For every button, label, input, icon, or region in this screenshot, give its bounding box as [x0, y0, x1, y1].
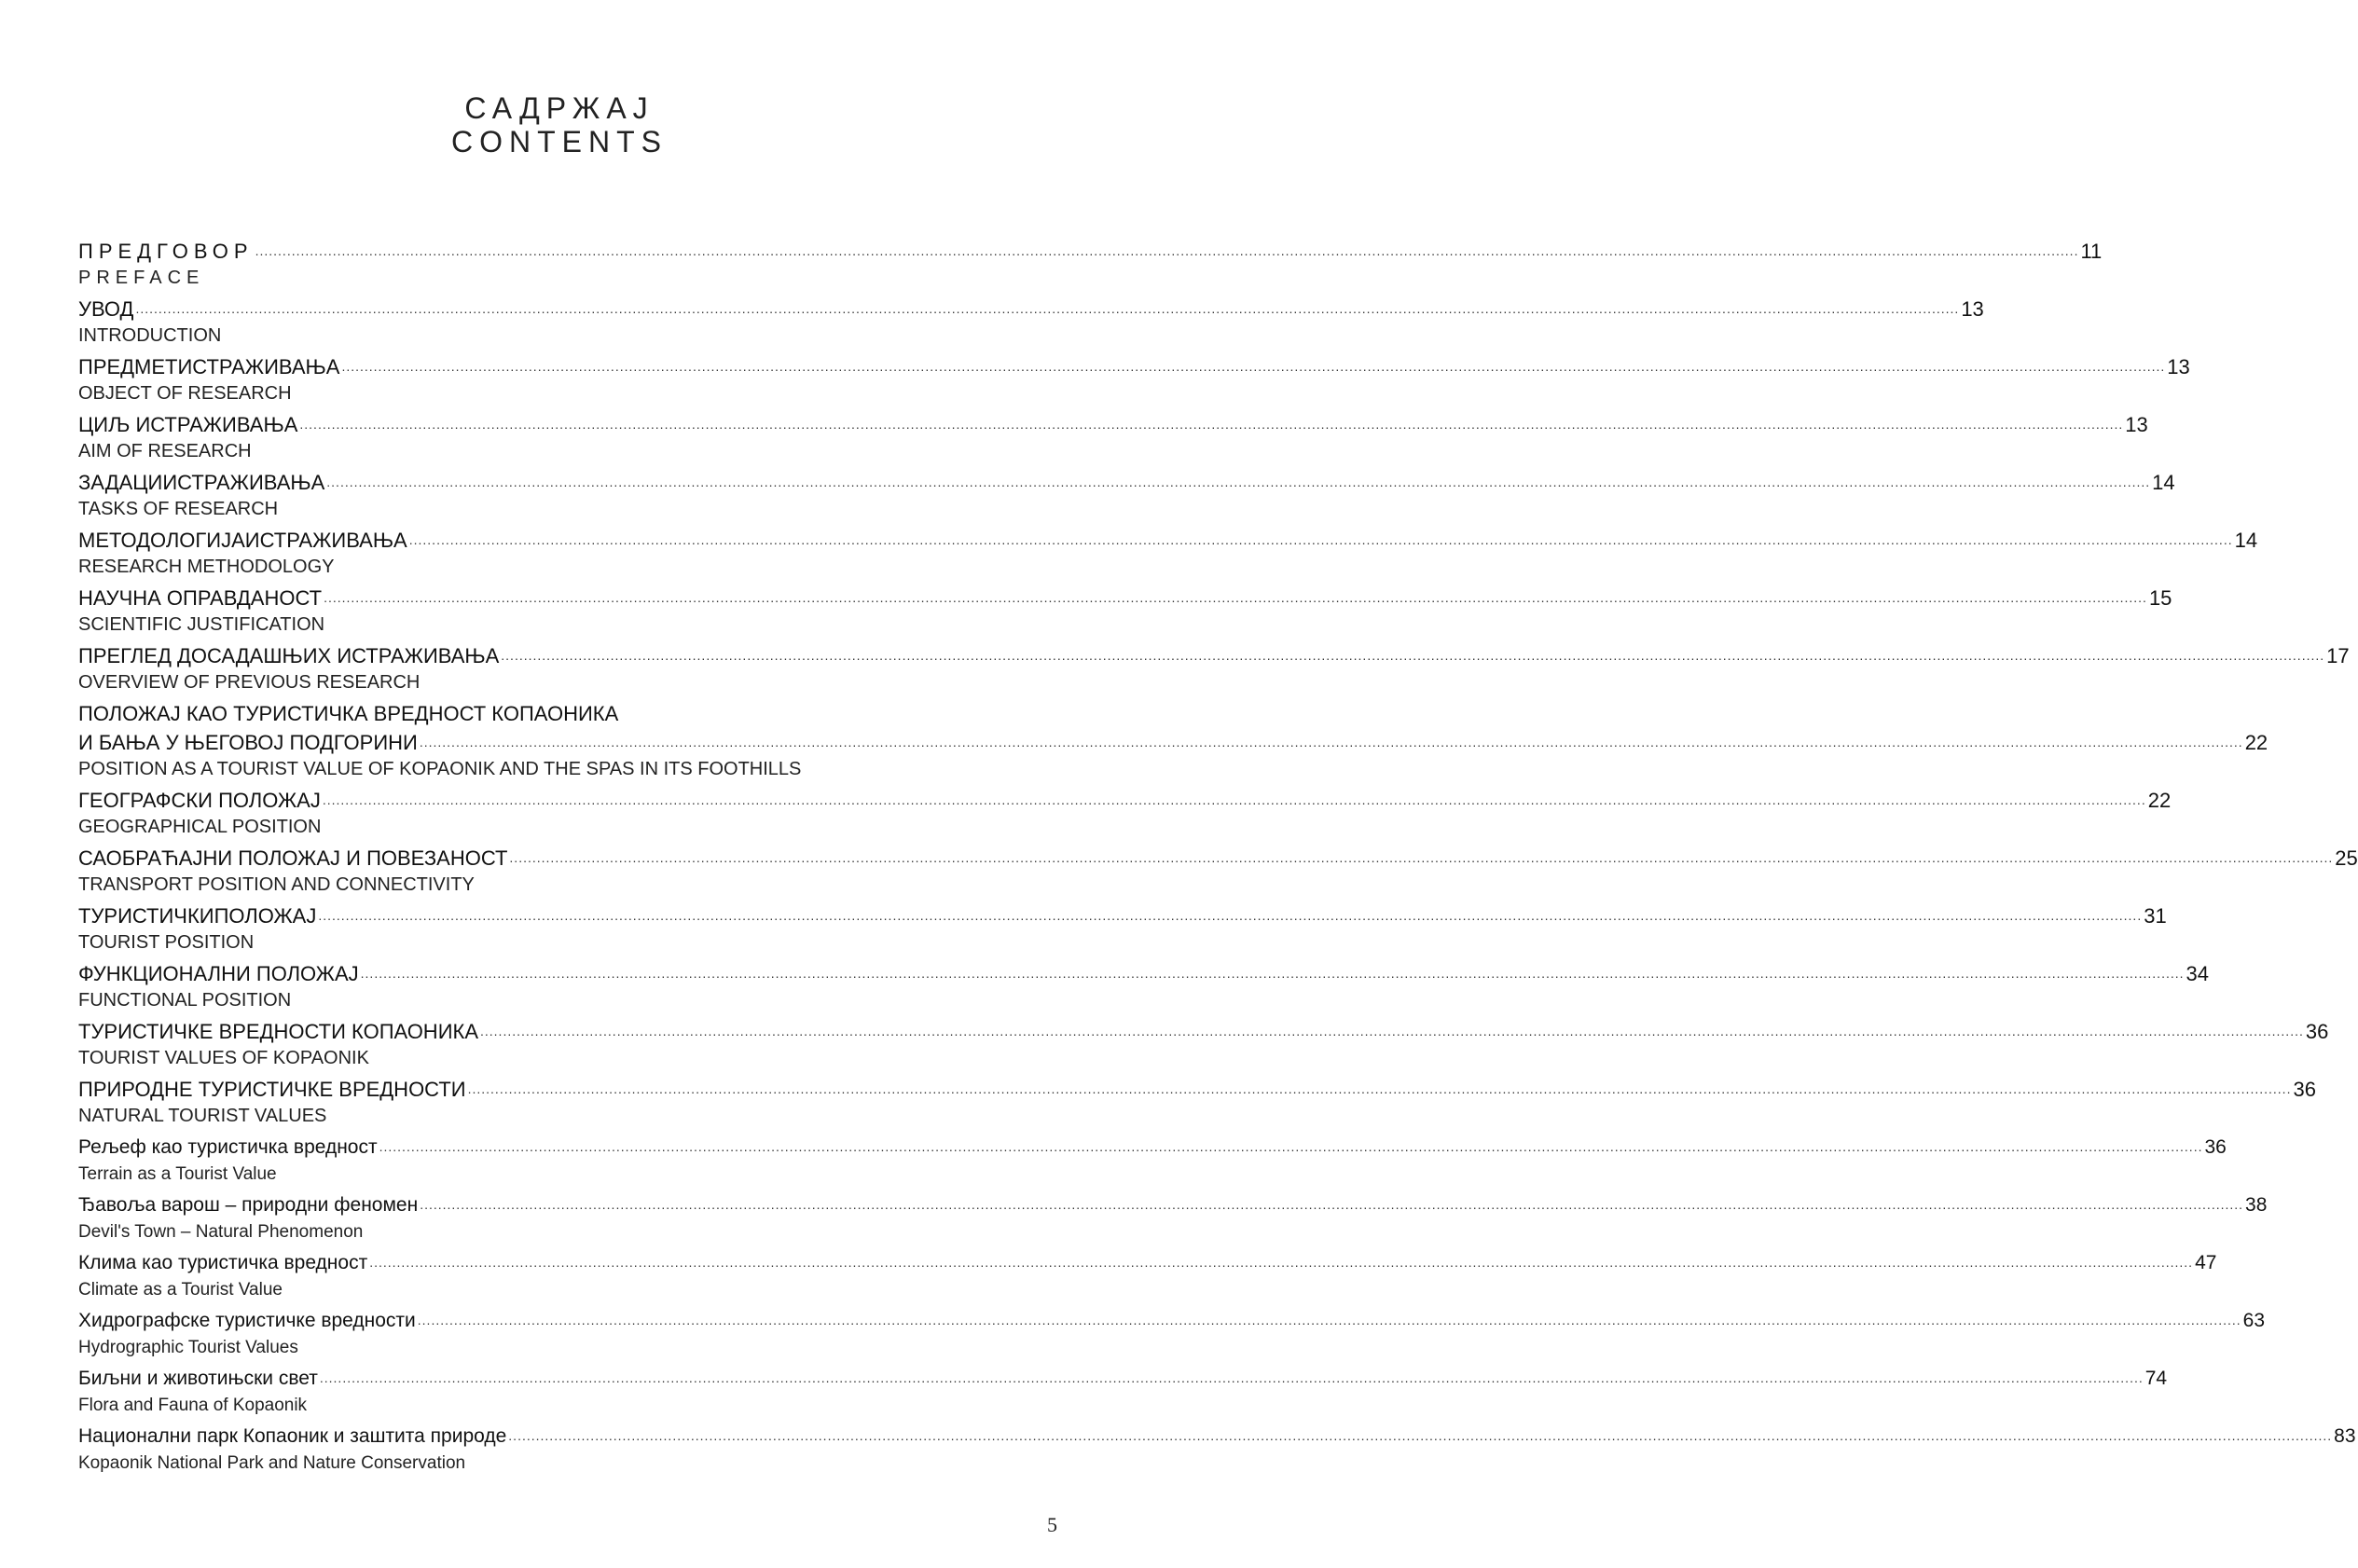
toc-entry-translation: Devil's Town – Natural Phenomenon: [78, 1222, 364, 1242]
toc-entry-title: ЦИЉ ИСТРАЖИВАЊА: [78, 413, 298, 436]
toc-entry-translation: Flora and Fauna of Kopaonik: [78, 1396, 308, 1415]
toc-page-number: 14: [2152, 471, 2175, 494]
toc-entry-translation: PREFACE: [78, 268, 205, 288]
toc-page-number: 38: [2245, 1194, 2268, 1216]
dot-leader: ................................................................................................................................................................................................................................................................................................................................................................................................................: [255, 243, 2079, 258]
dot-leader: ................................................................................................................................................................................................................................................................................................................................................................................................................: [408, 532, 2233, 547]
toc-entry: [78, 1131, 2227, 1189]
toc-page-number: 63: [2242, 1310, 2265, 1331]
toc-page-number: 17: [2326, 644, 2350, 667]
toc-entry-translation: TOURIST POSITION: [78, 932, 255, 953]
toc-entry-title: ПРЕГЛЕД ДОСАДАШЊИХ ИСТРАЖИВАЊА: [78, 644, 500, 667]
toc-entry-translation: Hydrographic Tourist Values: [78, 1338, 298, 1357]
toc-entry: [78, 1304, 2265, 1362]
toc-entry-translation: POSITION AS A TOURIST VALUE OF KOPAONIK AND THE SPAS IN ITS FOOTHILLS: [78, 759, 802, 779]
toc-entry-title: И БАЊА У ЊЕГОВОЈ ПОДГОРИНИ: [78, 731, 418, 754]
toc-entry-title: Национални парк Копаоник и заштита природе: [78, 1425, 507, 1447]
toc-entry-translation: Terrain as a Tourist Value: [78, 1164, 277, 1184]
dot-leader: ................................................................................................................................................................................................................................................................................................................................................................................................................: [379, 1139, 2203, 1154]
toc-entry: [78, 524, 2258, 582]
toc-page-number: 15: [2148, 586, 2172, 610]
dot-leader: ................................................................................................................................................................................................................................................................................................................................................................................................................: [299, 417, 2124, 432]
toc-page-number: 13: [1961, 297, 1984, 321]
toc-entry-title: Клима као туристичка вредност: [78, 1252, 368, 1273]
toc-page-number: 14: [2234, 529, 2258, 552]
toc-entry-translation: Climate as a Tourist Value: [78, 1280, 283, 1300]
dot-leader: ................................................................................................................................................................................................................................................................................................................................................................................................................: [480, 1024, 2304, 1038]
toc-entry-translation: SCIENTIFIC JUSTIFICATION: [78, 614, 325, 635]
toc-entry-title: САОБРАЋАЈНИ ПОЛОЖАЈ И ПОВЕЗАНОСТ: [78, 846, 508, 870]
toc-entry-title: ПРИРОДНЕ ТУРИСТИЧКЕ ВРЕДНОСТИ: [78, 1078, 466, 1101]
toc-page-number: 36: [2204, 1136, 2227, 1158]
toc-page-number: 22: [2244, 731, 2268, 754]
dot-leader: ................................................................................................................................................................................................................................................................................................................................................................................................................: [322, 792, 2146, 807]
toc-entry-translation: Kopaonik National Park and Nature Conservation: [78, 1453, 466, 1473]
toc-page-number: 22: [2147, 789, 2172, 812]
title-latin: CONTENTS: [451, 125, 668, 158]
dot-leader: ................................................................................................................................................................................................................................................................................................................................................................................................................: [417, 1313, 2241, 1327]
dot-leader: ................................................................................................................................................................................................................................................................................................................................................................................................................: [508, 1428, 2333, 1443]
toc-page-number: 13: [2167, 355, 2190, 378]
toc-entry: [78, 1073, 2316, 1131]
toc-entry-translation: RESEARCH METHODOLOGY: [78, 557, 335, 577]
toc-entry: [78, 1015, 2329, 1073]
dot-leader: ................................................................................................................................................................................................................................................................................................................................................................................................................: [419, 735, 2243, 750]
toc-page-number: 36: [2305, 1020, 2329, 1043]
toc-entry: [78, 1189, 2268, 1246]
dot-leader: ................................................................................................................................................................................................................................................................................................................................................................................................................: [369, 1255, 2194, 1270]
table-of-contents: [78, 235, 2358, 1478]
toc-entry: [78, 697, 2268, 784]
dot-leader: ................................................................................................................................................................................................................................................................................................................................................................................................................: [326, 475, 2151, 489]
toc-page-number: 31: [2144, 904, 2167, 928]
toc-entry-translation: OVERVIEW OF PREVIOUS RESEARCH: [78, 672, 421, 693]
toc-entry-title: Биљни и животињски свет: [78, 1368, 318, 1389]
dot-leader: ................................................................................................................................................................................................................................................................................................................................................................................................................: [360, 966, 2185, 981]
toc-page-number: 13: [2125, 413, 2148, 436]
toc-entry-translation: TOURIST VALUES OF KOPAONIK: [78, 1048, 369, 1068]
toc-entry-title: ГЕОГРАФСКИ ПОЛОЖАЈ: [78, 789, 321, 812]
dot-leader: ................................................................................................................................................................................................................................................................................................................................................................................................................: [341, 359, 2166, 374]
toc-entry: [78, 582, 2172, 640]
toc-page-number: 34: [2186, 962, 2209, 985]
toc-entry-title: ТУРИСТИЧКЕ ВРЕДНОСТИ КОПАОНИКА: [78, 1020, 478, 1043]
toc-entry-translation: FUNCTIONAL POSITION: [78, 990, 292, 1011]
toc-page-number: 74: [2144, 1368, 2168, 1389]
toc-entry: [78, 1362, 2168, 1420]
toc-entry: [78, 900, 2167, 957]
contents-title: [0, 91, 1119, 158]
toc-entry-translation: GEOGRAPHICAL POSITION: [78, 817, 322, 837]
toc-entry-translation: TASKS OF RESEARCH: [78, 499, 279, 519]
toc-entry-translation: TRANSPORT POSITION AND CONNECTIVITY: [78, 874, 475, 895]
toc-page-number: 11: [2080, 240, 2103, 263]
toc-entry-title: ПРЕДМЕТИСТРАЖИВАЊА: [78, 355, 340, 378]
toc-entry: [78, 293, 1984, 351]
toc-entry-title: ФУНКЦИОНАЛНИ ПОЛОЖАЈ: [78, 962, 359, 985]
toc-entry: [78, 1420, 2356, 1478]
toc-entry-title: ПРЕДГОВОР: [78, 240, 254, 263]
dot-leader: ................................................................................................................................................................................................................................................................................................................................................................................................................: [324, 590, 2147, 605]
toc-page-number: 47: [2195, 1252, 2217, 1273]
toc-entry: [78, 235, 2103, 293]
title-cyrillic: САДРЖАЈ: [464, 91, 655, 125]
toc-entry-title: Хидрографске туристичке вредности: [78, 1310, 416, 1331]
toc-entry-title: Рељеф као туристичка вредност: [78, 1136, 378, 1158]
toc-entry-title: ЗАДАЦИИСТРАЖИВАЊА: [78, 471, 325, 494]
page-number: 5: [1047, 1513, 1057, 1536]
toc-entry-translation: NATURAL TOURIST VALUES: [78, 1106, 327, 1126]
dot-leader: ................................................................................................................................................................................................................................................................................................................................................................................................................: [467, 1081, 2292, 1096]
toc-entry-title: Ђавоља варош – природни феномен: [78, 1194, 419, 1216]
toc-entry-translation: INTRODUCTION: [78, 325, 222, 346]
dot-leader: ................................................................................................................................................................................................................................................................................................................................................................................................................: [135, 301, 1960, 316]
toc-page-number: 25: [2335, 846, 2358, 870]
toc-entry: [78, 1246, 2217, 1304]
dot-leader: ................................................................................................................................................................................................................................................................................................................................................................................................................: [318, 908, 2143, 923]
toc-page-number: 36: [2293, 1078, 2316, 1101]
toc-entry: [78, 957, 2209, 1015]
toc-entry: [78, 640, 2350, 697]
toc-entry-translation: OBJECT OF RESEARCH: [78, 383, 292, 404]
toc-entry-title-line: ПОЛОЖАЈ КАО ТУРИСТИЧКА ВРЕДНОСТ КОПАОНИКА: [78, 702, 619, 725]
dot-leader: ................................................................................................................................................................................................................................................................................................................................................................................................................: [501, 648, 2325, 663]
toc-entry-title: УВОД: [78, 297, 134, 321]
toc-entry: [78, 466, 2175, 524]
dot-leader: ................................................................................................................................................................................................................................................................................................................................................................................................................: [420, 1197, 2244, 1212]
toc-entry: [78, 842, 2358, 900]
toc-entry-title: ТУРИСТИЧКИПОЛОЖАЈ: [78, 904, 317, 928]
dot-leader: ................................................................................................................................................................................................................................................................................................................................................................................................................: [319, 1370, 2144, 1385]
toc-entry-translation: AIM OF RESEARCH: [78, 441, 252, 461]
toc-entry: [78, 351, 2190, 408]
toc-entry: [78, 408, 2148, 466]
toc-entry-title: МЕТОДОЛОГИЈАИСТРАЖИВАЊА: [78, 529, 407, 552]
toc-entry-title: НАУЧНА ОПРАВДАНОСТ: [78, 586, 323, 610]
toc-entry: [78, 784, 2172, 842]
toc-page-number: 83: [2334, 1425, 2356, 1447]
dot-leader: ................................................................................................................................................................................................................................................................................................................................................................................................................: [509, 850, 2334, 865]
